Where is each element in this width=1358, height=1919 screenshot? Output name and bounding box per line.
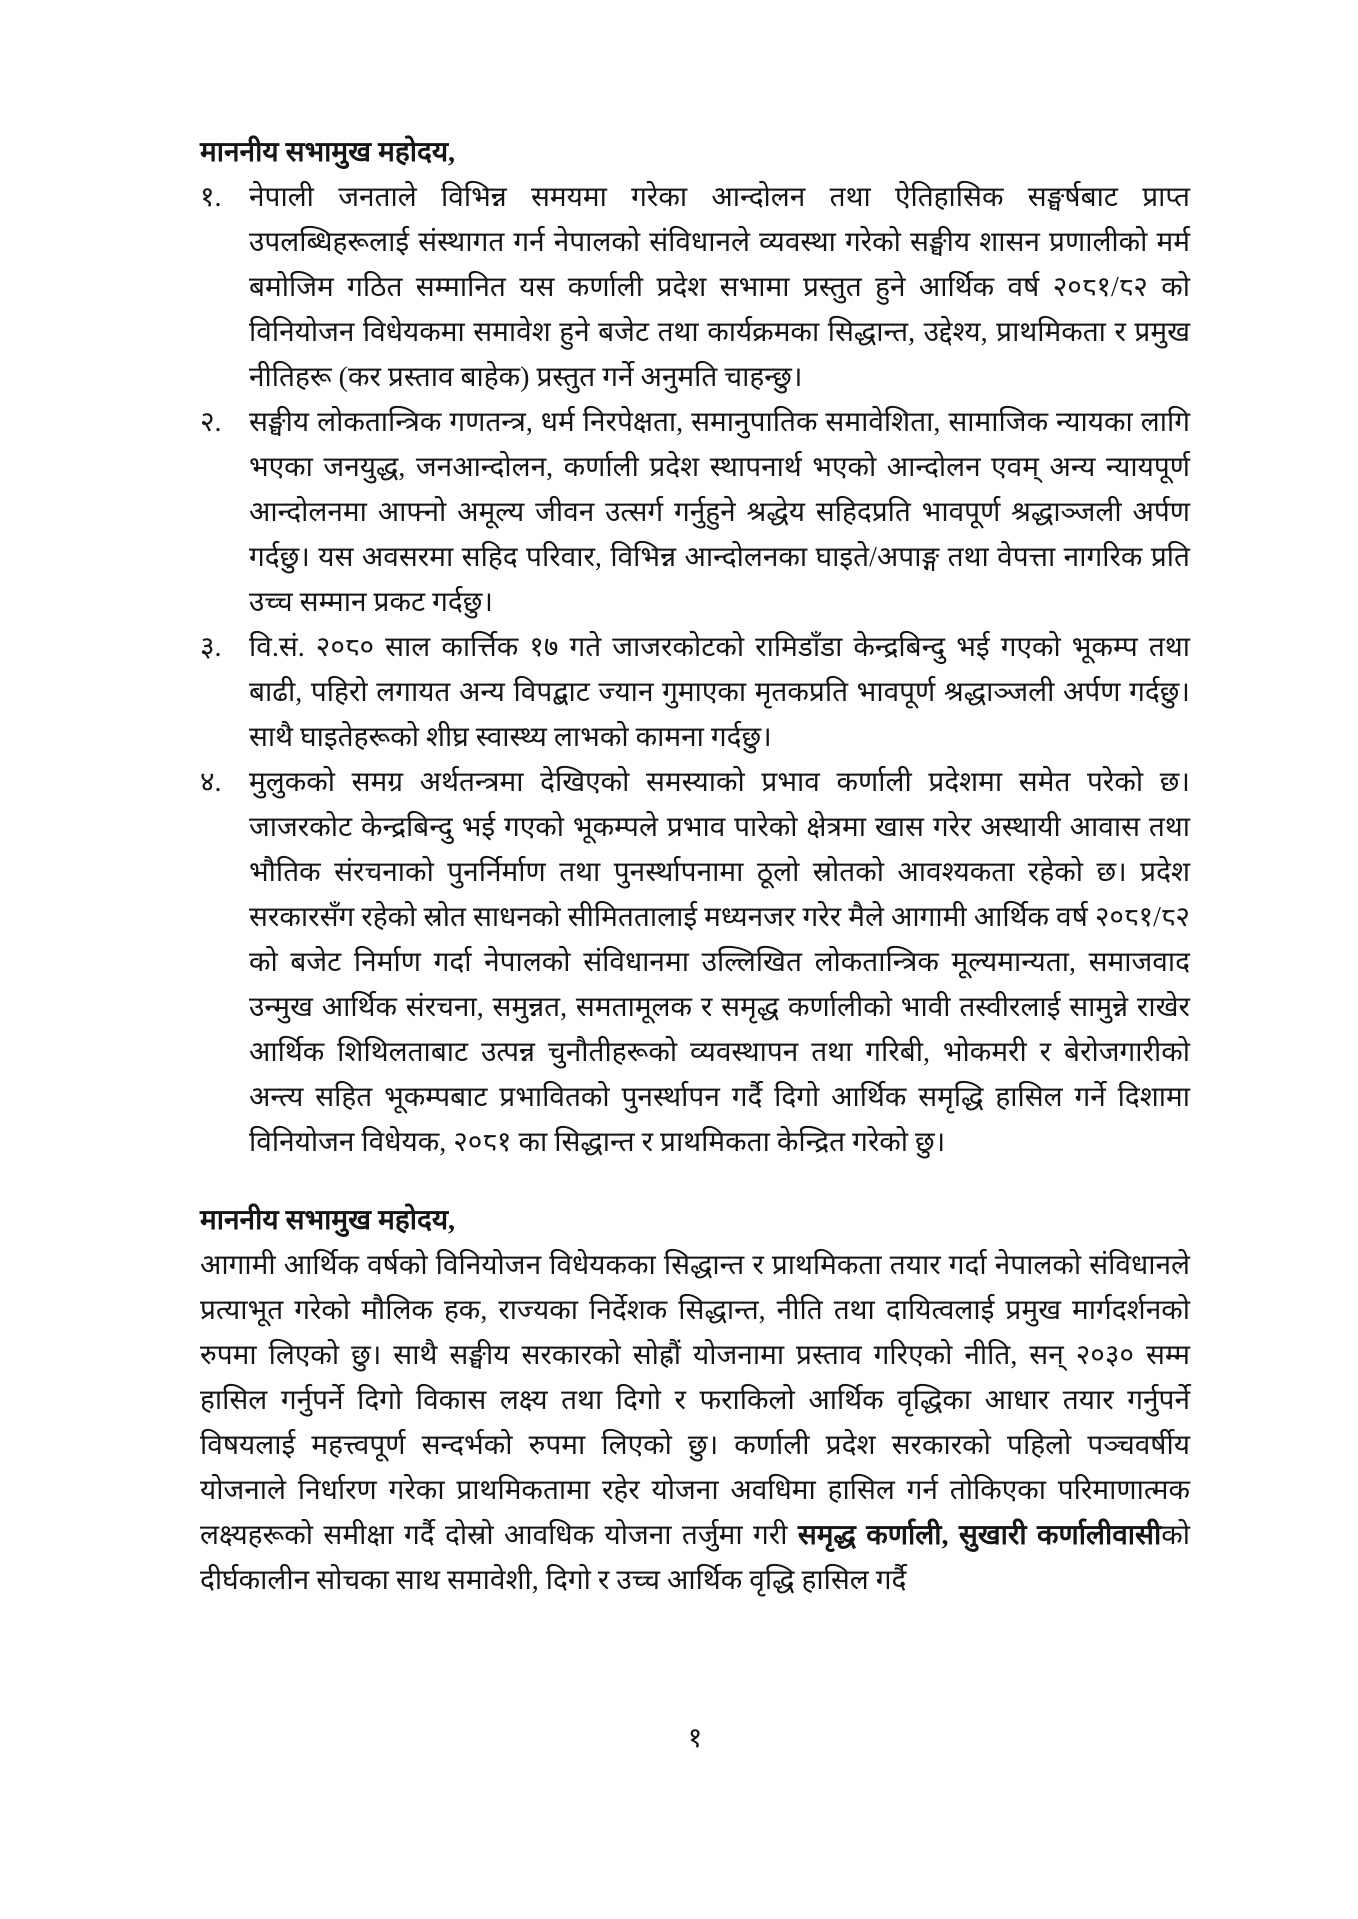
salutation-heading-2: माननीय सभामुख महोदय, xyxy=(200,1205,456,1236)
item-1-number: १. xyxy=(200,182,222,213)
page-number: १ xyxy=(687,1723,703,1754)
salutation-heading-1: माननीय सभामुख महोदय, xyxy=(200,137,456,168)
numbered-item-4 xyxy=(200,760,1190,1165)
item-4-text: मुलुकको समग्र अर्थतन्त्रमा देखिएको समस्याको प्रभाव कर्णाली प्रदेशमा समेत परेको छ। जाजरकोट केन्द्रबिन्दु भई गएको भूकम्पले प्रभाव पारेको क्षेत्रमा खास गरेर अस्थायी आवास तथा भौतिक संरचनाको पुनर्निर्माण तथा पुनर्स्थापनामा ठूलो स्रोतको आवश्यकता रहेको छ। प्रदेश सरकारसँग रहेको स्रोत साधनको सीमिततालाई मध्यनजर गरेर मैले आगामी आर्थिक वर्ष २०८१/८२ को बजेट निर्माण गर्दा नेपालको संविधानमा उल्लिखित लोकतान्त्रिक मूल्यमान्यता, समाजवाद उन्मुख आर्थिक संरचना, समुन्नत, समतामूलक र समृद्ध कर्णालीको भावी तस्वीरलाई सामुन्ने राखेर आर्थिक शिथिलताबाट उत्पन्न चुनौतीहरूको व्यवस्थापन तथा गरिबी, भोकमरी र बेरोजगारीको अन्त्य सहित भूकम्पबाट प्रभावितको पुनर्स्थापन गर्दै दिगो आर्थिक समृद्धि हासिल गर्ने दिशामा विनियोजन विधेयक, २०८१ का सिद्धान्त र प्राथमिकता केन्द्रित गरेको छु। xyxy=(249,767,1190,1158)
numbered-item-2 xyxy=(200,400,1190,625)
closing-paragraph xyxy=(200,1243,1190,1603)
numbered-item-3 xyxy=(200,625,1190,760)
item-3-text: वि.सं. २०८० साल कार्त्तिक १७ गते जाजरकोटको रामिडाँडा केन्द्रबिन्दु भई गएको भूकम्प तथा बाढी, पहिरो लगायत अन्य विपद्बाट ज्यान गुमाएका मृतकप्रति भावपूर्ण श्रद्धाञ्जली अर्पण गर्दछु। साथै घाइतेहरूको शीघ्र स्वास्थ्य लाभको कामना गर्दछु। xyxy=(249,632,1190,753)
numbered-item-1 xyxy=(200,175,1190,400)
closing-paragraph-part1: आगामी आर्थिक वर्षको विनियोजन विधेयकका सिद्धान्त र प्राथमिकता तयार गर्दा नेपालको संविधानले प्रत्याभूत गरेको मौलिक हक, राज्यका निर्देशक सिद्धान्त, नीति तथा दायित्वलाई प्रमुख मार्गदर्शनको रुपमा लिएको छु। साथै सङ्घीय सरकारको सोह्रौं योजनामा प्रस्ताव गरिएको नीति, सन् २०३० सम्म हासिल गर्नुपर्ने दिगो विकास लक्ष्य तथा दिगो र फराकिलो आर्थिक वृद्धिका आधार तयार गर्नुपर्ने विषयलाई महत्त्वपूर्ण सन्दर्भको रुपमा लिएको छु। कर्णाली प्रदेश सरकारको पहिलो पञ्चवर्षीय योजनाले निर्धारण गरेका प्राथमिकतामा रहेर योजना अवधिमा हासिल गर्न तोकिएका परिमाणात्मक लक्ष्यहरूको समीक्षा गर्दै दोस्रो आवधिक योजना तर्जुमा गरी xyxy=(200,1250,1190,1551)
text-block xyxy=(200,130,1190,1603)
item-2-number: २. xyxy=(200,407,222,438)
item-3-number: ३. xyxy=(200,632,222,663)
item-1-text: नेपाली जनताले विभिन्न समयमा गरेका आन्दोलन तथा ऐतिहासिक सङ्घर्षबाट प्राप्त उपलब्धिहरूलाई संस्थागत गर्न नेपालको संविधानले व्यवस्था गरेको सङ्घीय शासन प्रणालीको मर्म बमोजिम गठित सम्मानित यस कर्णाली प्रदेश सभामा प्रस्तुत हुने आर्थिक वर्ष २०८१/८२ को विनियोजन विधेयकमा समावेश हुने बजेट तथा कार्यक्रमका सिद्धान्त, उद्देश्य, प्राथमिकता र प्रमुख नीतिहरू (कर प्रस्ताव बाहेक) प्रस्तुत गर्ने अनुमति चाहन्छु। xyxy=(249,182,1190,393)
closing-paragraph-part2: को दीर्घकालीन सोचका साथ समावेशी, दिगो र उच्च आर्थिक वृद्धि हासिल गर्दै xyxy=(200,1520,1190,1596)
closing-paragraph-bold-phrase: समृद्ध कर्णाली, सुखारी कर्णालीवासी xyxy=(797,1520,1162,1551)
item-2-text: सङ्घीय लोकतान्त्रिक गणतन्त्र, धर्म निरपेक्षता, समानुपातिक समावेशिता, सामाजिक न्यायका लागि भएका जनयुद्ध, जनआन्दोलन, कर्णाली प्रदेश स्थापनार्थ भएको आन्दोलन एवम् अन्य न्यायपूर्ण आन्दोलनमा आफ्नो अमूल्य जीवन उत्सर्ग गर्नुहुने श्रद्धेय सहिदप्रति भावपूर्ण श्रद्धाञ्जली अर्पण गर्दछु। यस अवसरमा सहिद परिवार, विभिन्न आन्दोलनका घाइते/अपाङ्ग तथा वेपत्ता नागरिक प्रति उच्च सम्मान प्रकट गर्दछु। xyxy=(249,407,1190,618)
item-4-number: ४. xyxy=(200,767,222,798)
